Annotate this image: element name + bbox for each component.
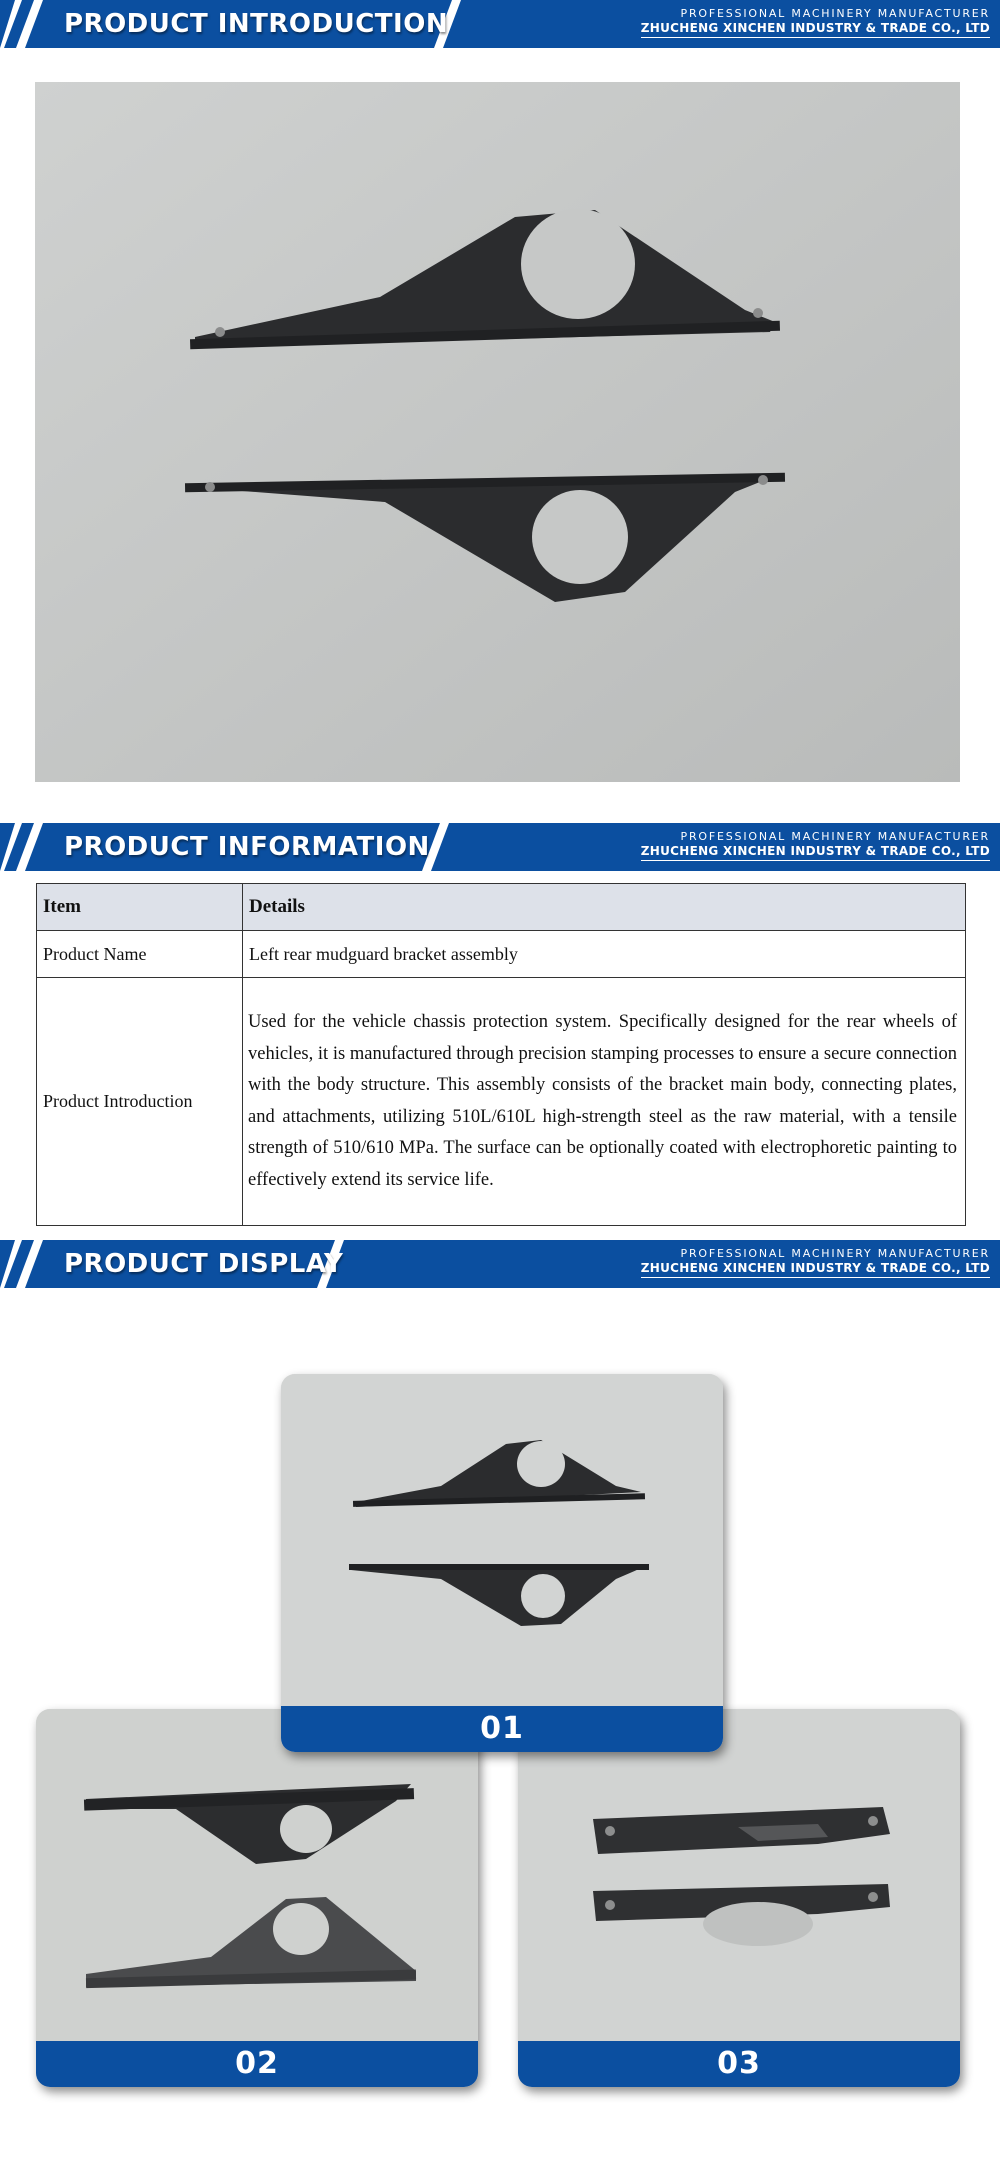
company-name: ZHUCHENG XINCHEN INDUSTRY & TRADE CO., LTD xyxy=(641,844,990,861)
section-banner-display xyxy=(0,1240,1000,1288)
row-label: Product Introduction xyxy=(37,978,243,1226)
table-row xyxy=(37,978,966,1226)
table-row xyxy=(37,931,966,978)
gallery-card-02 xyxy=(36,1709,478,2087)
company-name: ZHUCHENG XINCHEN INDUSTRY & TRADE CO., LTD xyxy=(641,21,990,38)
company-tagline: PROFESSIONAL MACHINERY MANUFACTURER xyxy=(680,7,990,20)
row-value: Used for the vehicle chassis protection system. Specifically designed for the rear wheels of vehicles, it is manufactured through precision stamping processes to ensure a secure connection with the body structure. This assembly consists of the bracket main body, connecting plates, and attachments, utilizing 510L/610L high-strength steel as the raw material, with a tensile strength of 510/610 MPa. The surface can be optionally coated with electrophoretic painting to effectively extend its service life. xyxy=(243,978,966,1226)
column-header-details: Details xyxy=(243,884,966,931)
gallery-label: 01 xyxy=(281,1706,723,1752)
gallery-card-01 xyxy=(281,1374,723,1752)
section-banner-information xyxy=(0,823,1000,871)
section-title: PRODUCT INFORMATION xyxy=(64,832,430,862)
section-title: PRODUCT INTRODUCTION xyxy=(64,9,449,39)
company-tagline: PROFESSIONAL MACHINERY MANUFACTURER xyxy=(680,1247,990,1260)
company-tagline: PROFESSIONAL MACHINERY MANUFACTURER xyxy=(680,830,990,843)
column-header-item: Item xyxy=(37,884,243,931)
row-value: Left rear mudguard bracket assembly xyxy=(243,931,966,978)
gallery-label: 03 xyxy=(518,2041,960,2087)
gallery-label: 02 xyxy=(36,2041,478,2087)
section-banner-introduction xyxy=(0,0,1000,48)
company-name: ZHUCHENG XINCHEN INDUSTRY & TRADE CO., LTD xyxy=(641,1261,990,1278)
gallery-photo xyxy=(281,1374,723,1752)
section-title: PRODUCT DISPLAY xyxy=(64,1249,344,1279)
product-info-table xyxy=(36,883,966,1226)
gallery-photo xyxy=(518,1709,960,2087)
main-product-photo xyxy=(35,82,960,782)
gallery-card-03 xyxy=(518,1709,960,2087)
row-label: Product Name xyxy=(37,931,243,978)
gallery-photo xyxy=(36,1709,478,2087)
table-header-row xyxy=(37,884,966,931)
